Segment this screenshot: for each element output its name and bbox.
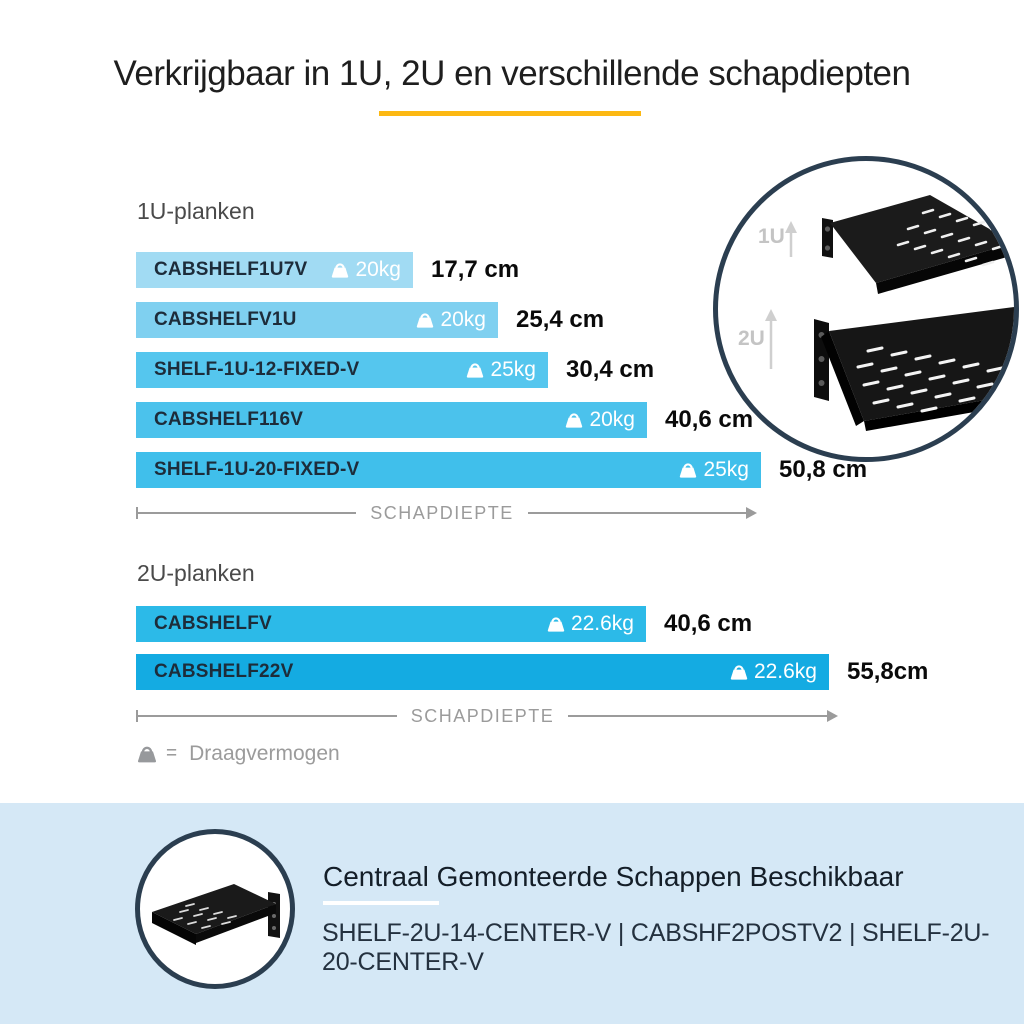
title-accent-underline	[379, 111, 641, 116]
depth-bar	[136, 352, 548, 388]
capacity-label: 22.6kg	[570, 612, 634, 635]
legend	[136, 742, 340, 766]
label-2u: 2U	[738, 327, 765, 350]
product-model-label: SHELF-1U-20-FIXED-V	[154, 459, 360, 480]
product-model-label: CABSHELF116V	[154, 409, 304, 430]
legend-equals: =	[166, 743, 178, 764]
group-label-2u: 2U-planken	[137, 560, 255, 586]
group-label-1u: 1U-planken	[137, 198, 255, 224]
product-model-label: CABSHELFV1U	[154, 309, 297, 330]
weight-icon	[564, 410, 584, 430]
axis-line	[138, 512, 356, 514]
axis-schapdiepte-1u	[136, 504, 757, 522]
bar-group-1u	[136, 252, 867, 502]
bar-row	[136, 302, 867, 338]
depth-value-label: 40,6 cm	[665, 406, 754, 433]
weight-icon	[136, 743, 158, 765]
bar-row	[136, 402, 867, 438]
axis-label: SCHAPDIEPTE	[370, 502, 514, 523]
depth-value-label: 17,7 cm	[431, 256, 520, 283]
capacity-badge	[546, 612, 634, 636]
weight-icon	[330, 260, 350, 280]
axis-line	[528, 512, 746, 514]
product-model-label: CABSHELF22V	[154, 661, 294, 682]
depth-bar	[136, 252, 413, 288]
axis-label: SCHAPDIEPTE	[410, 705, 555, 726]
capacity-label: 22.6kg	[753, 660, 817, 683]
axis-schapdiepte-2u	[136, 707, 838, 725]
axis-arrow-icon	[746, 507, 757, 519]
capacity-badge	[415, 308, 486, 332]
footer-underline	[323, 901, 439, 905]
depth-bar	[136, 302, 498, 338]
bar-row	[136, 654, 928, 690]
axis-arrow-icon	[827, 710, 838, 722]
center-mount-shelf-image	[140, 834, 290, 984]
depth-bar	[136, 606, 646, 642]
bar-row	[136, 452, 867, 488]
depth-value-label: 25,4 cm	[516, 306, 605, 333]
axis-line	[568, 715, 827, 717]
legend-label: Draagvermogen	[189, 742, 340, 765]
center-mount-shelf-circle	[135, 829, 295, 989]
weight-icon	[465, 360, 485, 380]
capacity-badge	[678, 458, 749, 482]
depth-bar	[136, 402, 647, 438]
capacity-badge	[729, 660, 817, 684]
product-model-label: CABSHELF1U7V	[154, 259, 308, 280]
product-model-label: CABSHELFV	[154, 613, 272, 634]
depth-value-label: 50,8 cm	[779, 456, 868, 483]
footer-heading: Centraal Gemonteerde Schappen Beschikbaar	[323, 861, 904, 892]
capacity-label: 25kg	[703, 458, 749, 481]
bar-row	[136, 352, 867, 388]
depth-value-label: 30,4 cm	[566, 356, 655, 383]
depth-value-label: 55,8cm	[847, 658, 929, 685]
depth-value-label: 40,6 cm	[664, 610, 753, 637]
depth-bar	[136, 452, 761, 488]
capacity-badge	[330, 258, 401, 282]
bar-row	[136, 252, 867, 288]
weight-icon	[678, 460, 698, 480]
weight-icon	[546, 614, 566, 634]
weight-icon	[415, 310, 435, 330]
axis-line	[138, 715, 397, 717]
bar-row	[136, 606, 928, 642]
capacity-label: 25kg	[490, 358, 536, 381]
capacity-badge	[564, 408, 635, 432]
capacity-label: 20kg	[440, 308, 486, 331]
bar-group-2u	[136, 606, 928, 702]
page-title: Verkrijgbaar in 1U, 2U en verschillende schapdiepten	[113, 54, 911, 93]
depth-bar	[136, 654, 829, 690]
capacity-badge	[465, 358, 536, 382]
product-model-label: SHELF-1U-12-FIXED-V	[154, 359, 360, 380]
capacity-label: 20kg	[355, 258, 401, 281]
weight-icon	[729, 662, 749, 682]
label-1u: 1U	[758, 225, 785, 248]
capacity-label: 20kg	[589, 408, 635, 431]
footer-product-codes: SHELF-2U-14-CENTER-V | CABSHF2POSTV2 | SHELF-2U-20-CENTER-V	[322, 919, 990, 976]
